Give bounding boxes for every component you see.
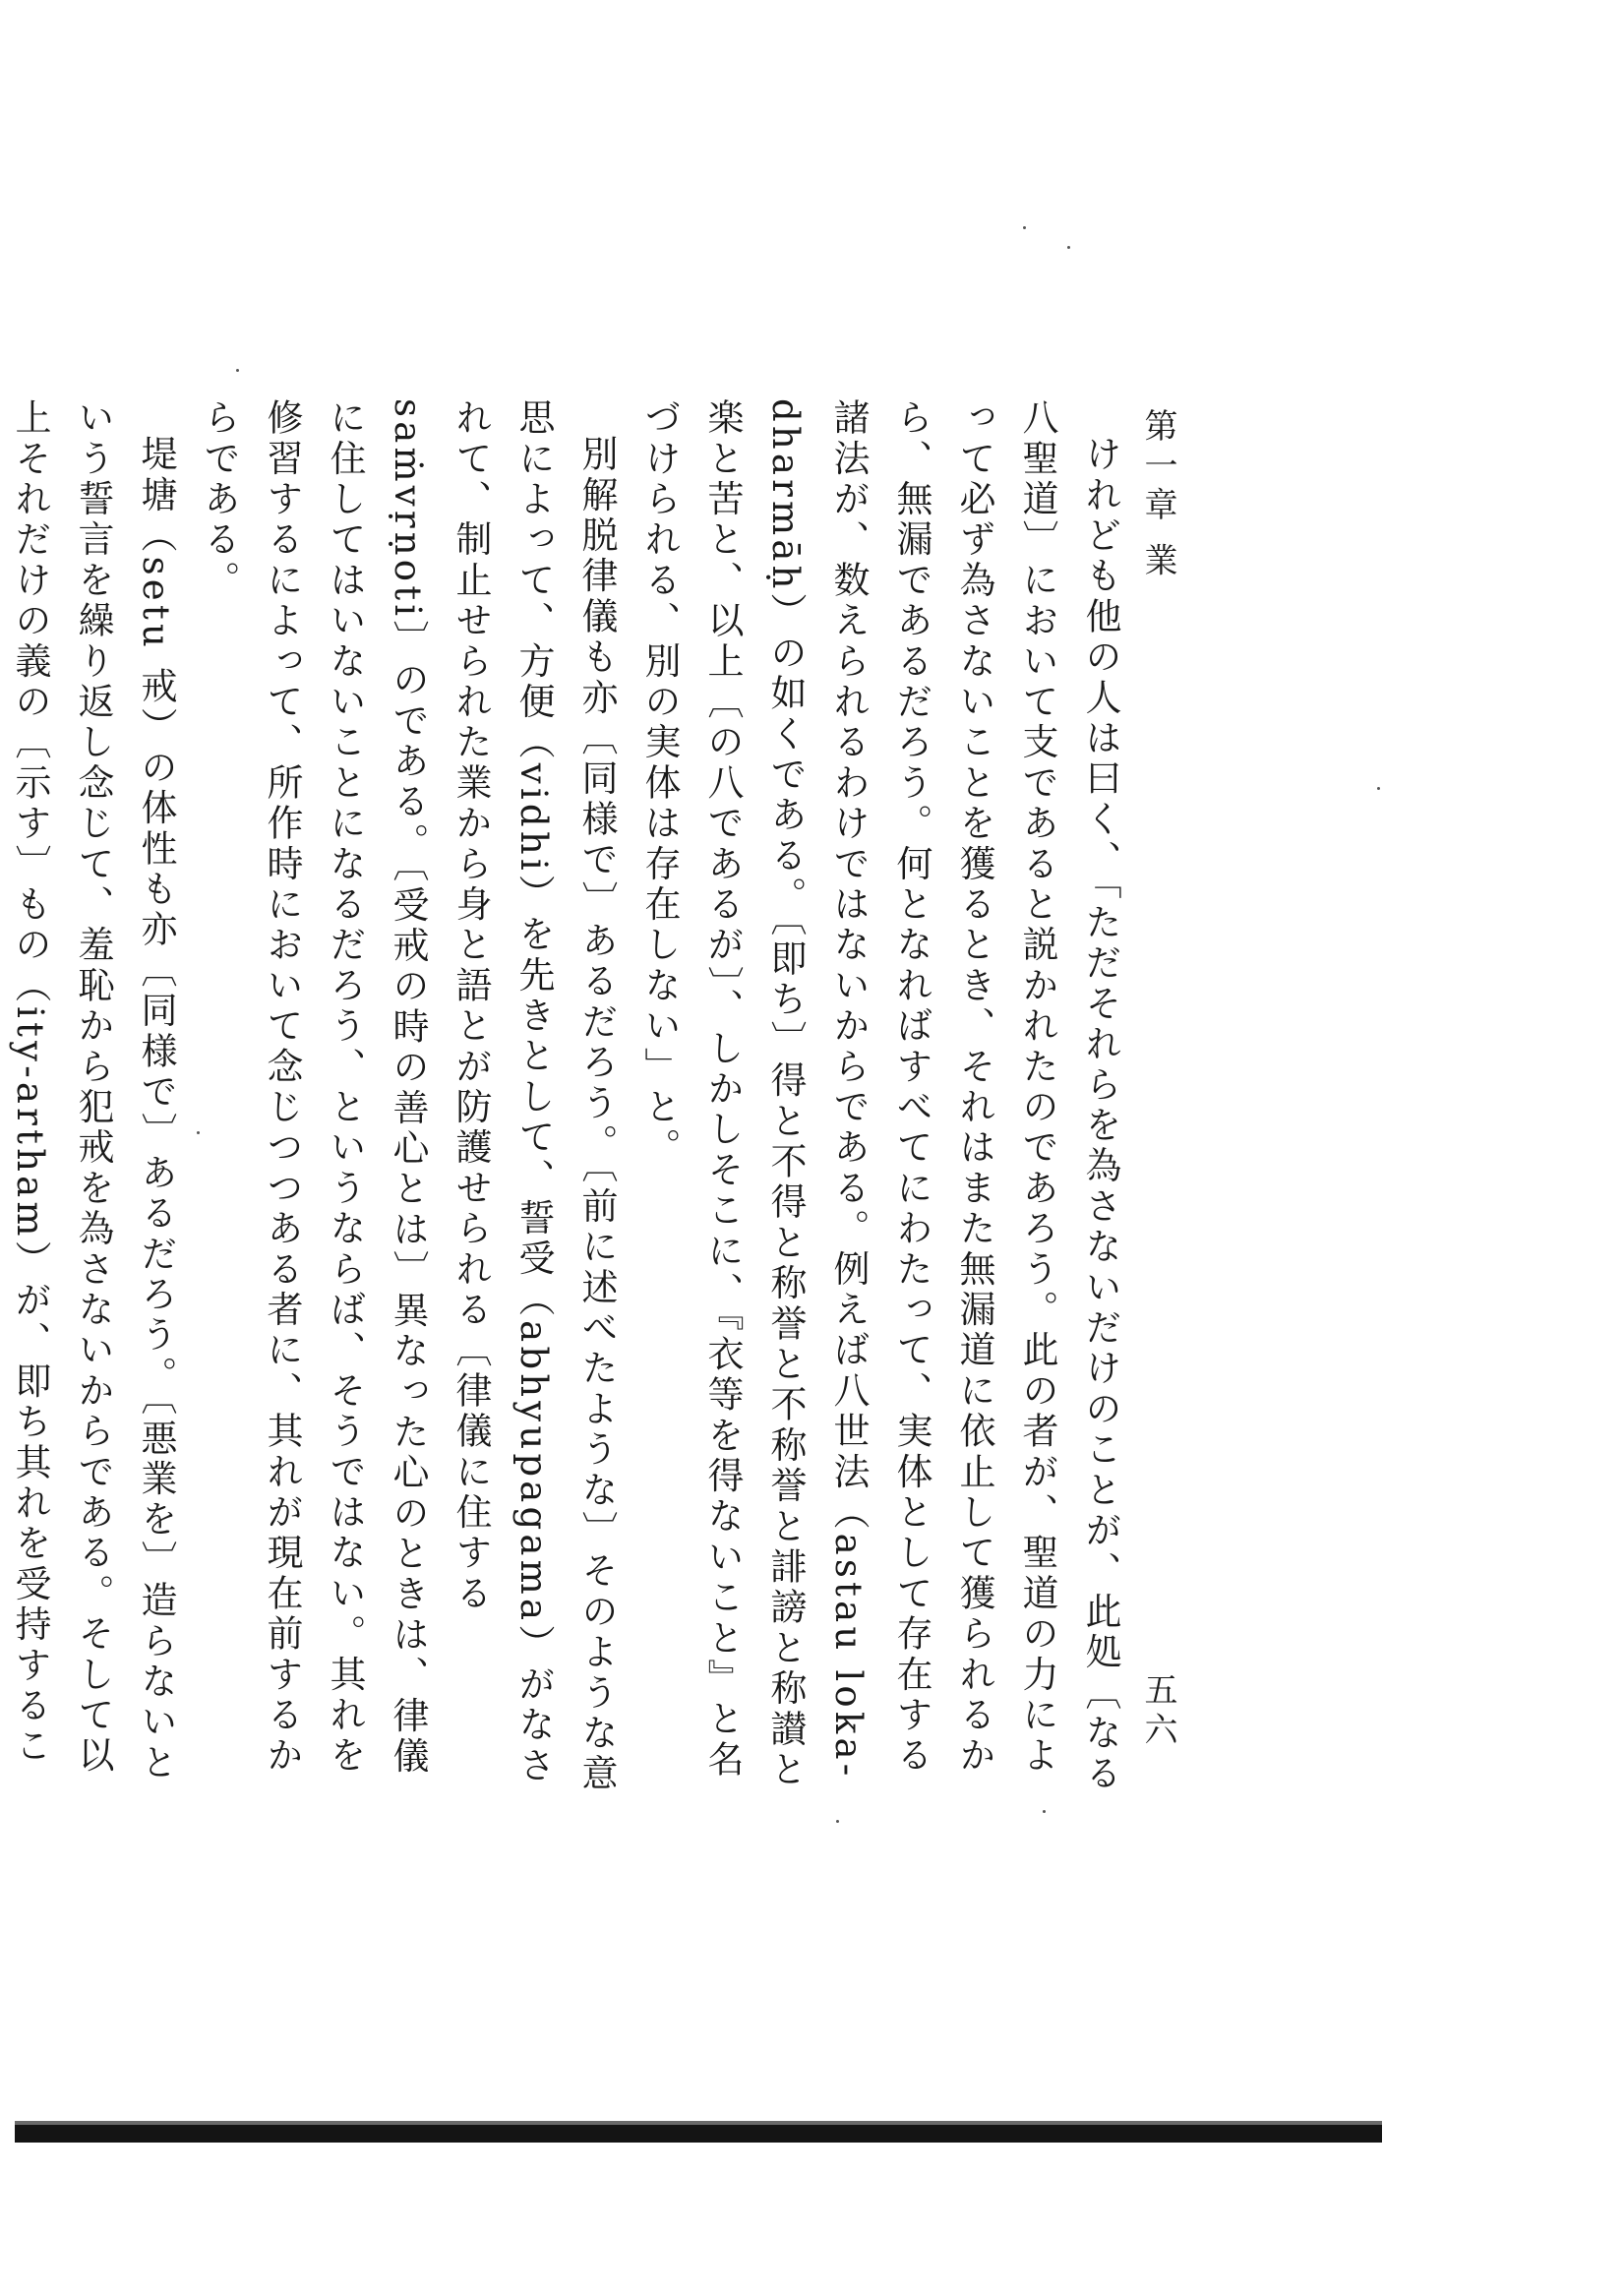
scan-border-bar	[15, 2125, 1382, 2143]
scan-speck	[1377, 787, 1380, 790]
page-number: 五六	[1138, 1672, 1177, 1751]
scan-speck	[836, 1820, 839, 1823]
paragraph-1: けれども他の人は曰く、「ただそれらを為さないだけのことが、此処〔なる八聖道〕において支であると説かれたのであろう。此の者が、聖道の力によって必ず為さないことを獲るとき、それはまた無漏道に依止して獲られるから、無漏であるだろう。何となればすべてにわたって、実体として存在する諸法が、数えられるわけではないからである。例えば八世法（astau loka-dharmāḥ）の如くである。〔即ち〕得と不得と称誉と不称誉と誹謗と称讃と楽と苦と、以上〔の八であるが〕、しかしそこに、『衣等を得ないこと』と名づけられる、別の実体は存在しない」と。	[638, 398, 1121, 1795]
scan-speck	[197, 1131, 200, 1134]
paragraph-2: 別解脱律儀も亦〔同様で〕あるだろう。〔前に述べたような〕そのような意思によって、方便（vidhi）を先きとして、誓受（abhyupagama）がなされて、制止せられた業から身と語とが防護せられる〔律儀に住する saṁvṛṇoti〕のである。〔受戒の時の善心とは〕異なった心のときは、律儀に住してはいないことになるだろう、というならば、そうではない。其れを修習するによって、所作時において念じつつある者に、其れが現在前するからである。	[198, 398, 618, 1795]
paragraph-3: 堤塘（setu 戒）の体性も亦〔同様で〕あるだろう。〔悪業を〕造らないという誓言を繰り返し念じて、羞恥から犯戒を為さないからである。そして以上それだけの義の〔示す〕もの（ity-artham）が、即ち其れを受持するこ	[9, 398, 177, 1784]
scan-speck	[236, 369, 239, 372]
scan-speck	[1067, 246, 1070, 249]
chapter-heading: 第一章 業	[1138, 408, 1177, 582]
scan-speck	[1023, 226, 1026, 229]
scan-speck	[1043, 1810, 1046, 1813]
body-text	[9, 398, 1131, 1795]
